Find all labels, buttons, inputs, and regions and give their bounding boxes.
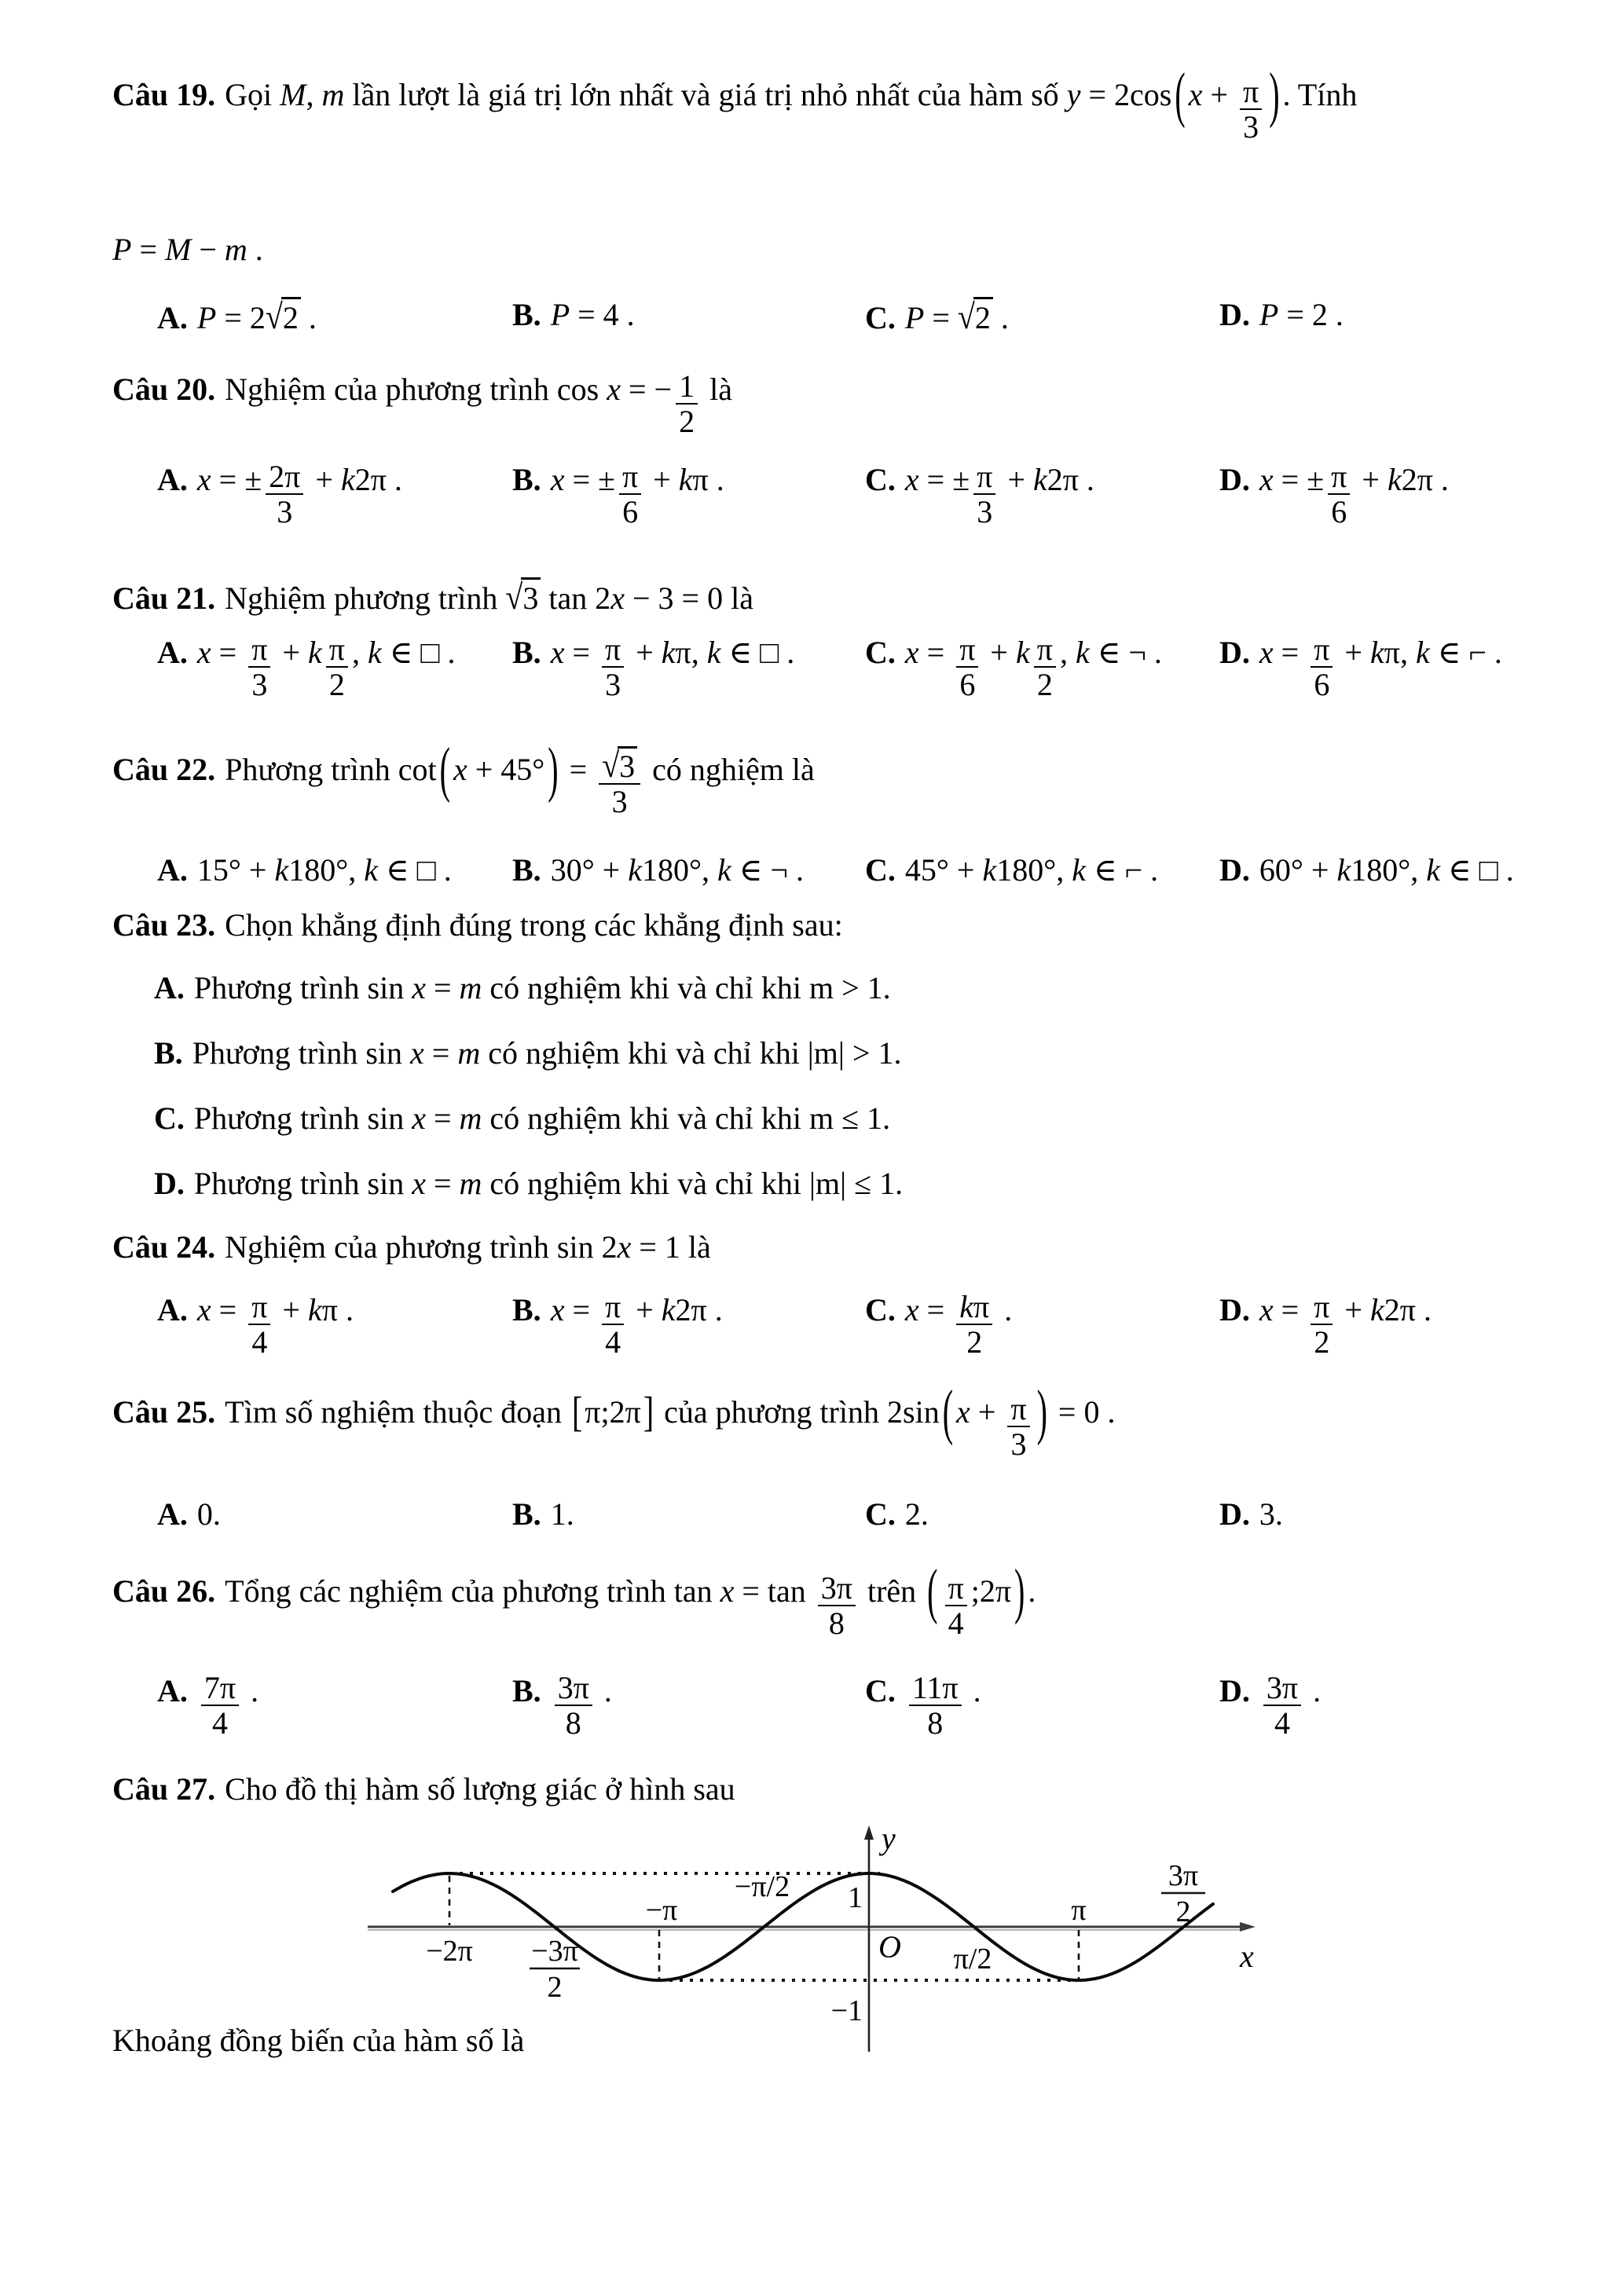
question-23-stem: [112, 907, 1577, 943]
question-22-stem: [112, 734, 1577, 820]
question-22-text: Phương trình cot ( x + 45° ) = $\frac{√3}{3}$ có nghiệm là: [225, 734, 815, 820]
option-20-D: D. x = ± $\frac{\pi}{6}$ + k2π .: [1219, 459, 1449, 530]
question-20-options: [0, 460, 1624, 593]
tick-label-3pi2-num: 3π: [1168, 1859, 1199, 1892]
question-19-text: Gọi M, m lần lượt là giá trị lớn nhất và giá trị nhỏ nhất của hàm số y = 2cos ( x + $\frac{\pi}{3}$ ) . Tính: [225, 60, 1358, 145]
question-20-stem: [112, 369, 1577, 438]
option-26-D: D. $\frac{3\pi}{4}$ .: [1219, 1670, 1322, 1741]
tick-label-minus-pi2: −π/2: [734, 1870, 790, 1903]
option-21-D: D. x = $\frac{\pi}{6}$ + kπ, k ∈ ⌐ .: [1219, 632, 1502, 703]
tick-label-pi: π: [1071, 1894, 1087, 1927]
option-19-A: A. P = 2√2 .: [157, 296, 317, 336]
question-25-text: Tìm số nghiệm thuộc đoạn [π;2π] của phương trình 2sin ( x + $\frac{\pi}{3}$ ) = 0 .: [225, 1377, 1116, 1463]
question-26-stem: [112, 1556, 1577, 1642]
question-23-label: Câu 23.: [112, 907, 216, 943]
option-24-B: B. x = $\frac{\pi}{4}$ + k2π .: [512, 1289, 723, 1360]
question-21-stem: [112, 577, 1577, 617]
option-26-C: C. $\frac{11\pi}{8}$ .: [865, 1670, 981, 1741]
option-23-D: D. Phương trình sin x = m có nghiệm khi và chỉ khi |m| ≤ 1.: [154, 1166, 904, 1201]
question-20-label: Câu 20.: [112, 372, 216, 408]
question-23-text: Chọn khẳng định đúng trong các khẳng định sau:: [225, 907, 843, 943]
tick-label-minus3pi2-num: −3π: [531, 1935, 578, 1968]
closing-line: Khoảng đồng biến của hàm số là: [112, 2023, 525, 2058]
y-axis-arrow: [864, 1825, 874, 1840]
option-20-B: B. x = ± $\frac{\pi}{6}$ + kπ .: [512, 459, 724, 530]
question-25-stem: [112, 1377, 1577, 1463]
option-24-A: A. x = $\frac{\pi}{4}$ + kπ .: [157, 1289, 354, 1360]
option-19-B: B. P = 4 .: [512, 297, 635, 332]
question-25-label: Câu 25.: [112, 1394, 216, 1430]
question-21-text: Nghiệm phương trình √3 tan 2x − 3 = 0 là: [225, 577, 753, 617]
y-axis-label: y: [882, 1822, 896, 1856]
question-20-text: Nghiệm của phương trình cos x = − $\frac{1}{2}$ là: [225, 368, 732, 440]
option-20-C: C. x = ± $\frac{\pi}{3}$ + k2π .: [865, 459, 1094, 530]
question-19-stem-line2: P = M − m .: [112, 232, 263, 267]
option-19-C: C. P = √2 .: [865, 296, 1009, 336]
question-24-stem: [112, 1229, 1577, 1265]
tick-label-minus-pi: −π: [645, 1894, 678, 1927]
question-27-text: Cho đồ thị hàm số lượng giác ở hình sau: [225, 1771, 735, 1807]
tick-label-pi2: π/2: [953, 1943, 992, 1976]
option-25-D: D. 3.: [1219, 1496, 1283, 1532]
option-26-B: B. $\frac{3\pi}{8}$ .: [512, 1670, 612, 1741]
question-21-label: Câu 21.: [112, 580, 216, 616]
question-24-text: Nghiệm của phương trình sin 2x = 1 là: [225, 1229, 711, 1265]
question-24-label: Câu 24.: [112, 1229, 216, 1265]
option-25-A: A. 0.: [157, 1496, 221, 1532]
question-27-label: Câu 27.: [112, 1771, 216, 1807]
option-20-A: A. x = ± $\frac{2\pi}{3}$ + k2π .: [157, 459, 402, 530]
question-27-stem: [112, 1771, 1577, 1807]
option-21-C: C. x = $\frac{\pi}{6}$ + k $\frac{\pi}{2}$ , k ∈ ¬ .: [865, 632, 1162, 703]
option-23-A: A. Phương trình sin x = m có nghiệm khi và chỉ khi m > 1.: [154, 970, 891, 1005]
option-23-C: C. Phương trình sin x = m có nghiệm khi và chỉ khi m ≤ 1.: [154, 1100, 891, 1136]
tick-label-3pi2-den: 2: [1175, 1895, 1191, 1928]
option-22-B: B. 30° + k180°, k ∈ ¬ .: [512, 852, 804, 888]
option-22-C: C. 45° + k180°, k ∈ ⌐ .: [865, 852, 1159, 888]
option-19-D: D. P = 2 .: [1219, 297, 1344, 332]
x-axis-arrow: [1240, 1922, 1256, 1932]
option-23-B: B. Phương trình sin x = m có nghiệm khi và chỉ khi |m| > 1.: [154, 1035, 902, 1071]
question-26-label: Câu 26.: [112, 1573, 216, 1609]
option-21-B: B. x = $\frac{\pi}{3}$ + kπ, k ∈ □ .: [512, 632, 795, 703]
x-axis-label: x: [1240, 1939, 1254, 1974]
option-24-C: C. x = $\frac{k\pi}{2}$ .: [865, 1289, 1013, 1360]
question-19-label: Câu 19.: [112, 77, 216, 113]
origin-label: O: [878, 1929, 901, 1965]
question-19-stem: [112, 60, 1577, 145]
question-22-label: Câu 22.: [112, 752, 216, 788]
tick-label-minus2pi: −2π: [426, 1935, 473, 1968]
tick-label-1: 1: [848, 1881, 863, 1914]
option-21-A: A. x = $\frac{\pi}{3}$ + k $\frac{\pi}{2}$ , k ∈ □ .: [157, 632, 456, 703]
option-25-C: C. 2.: [865, 1496, 929, 1532]
option-24-D: D. x = $\frac{\pi}{2}$ + k2π .: [1219, 1289, 1432, 1360]
option-25-B: B. 1.: [512, 1496, 574, 1532]
option-26-A: A. $\frac{7\pi}{4}$ .: [157, 1670, 259, 1741]
tick-label-minus1: −1: [830, 1994, 863, 2027]
option-22-A: A. 15° + k180°, k ∈ □ .: [157, 852, 452, 888]
question-26-text: Tổng các nghiệm của phương trình tan x = tan $\frac{3\pi}{8}$ trên ( $\frac{\pi}{4}$ ;2π ) .: [225, 1556, 1036, 1642]
option-22-D: D. 60° + k180°, k ∈ □ .: [1219, 852, 1514, 888]
tick-label-minus3pi2-den: 2: [547, 1971, 563, 2004]
